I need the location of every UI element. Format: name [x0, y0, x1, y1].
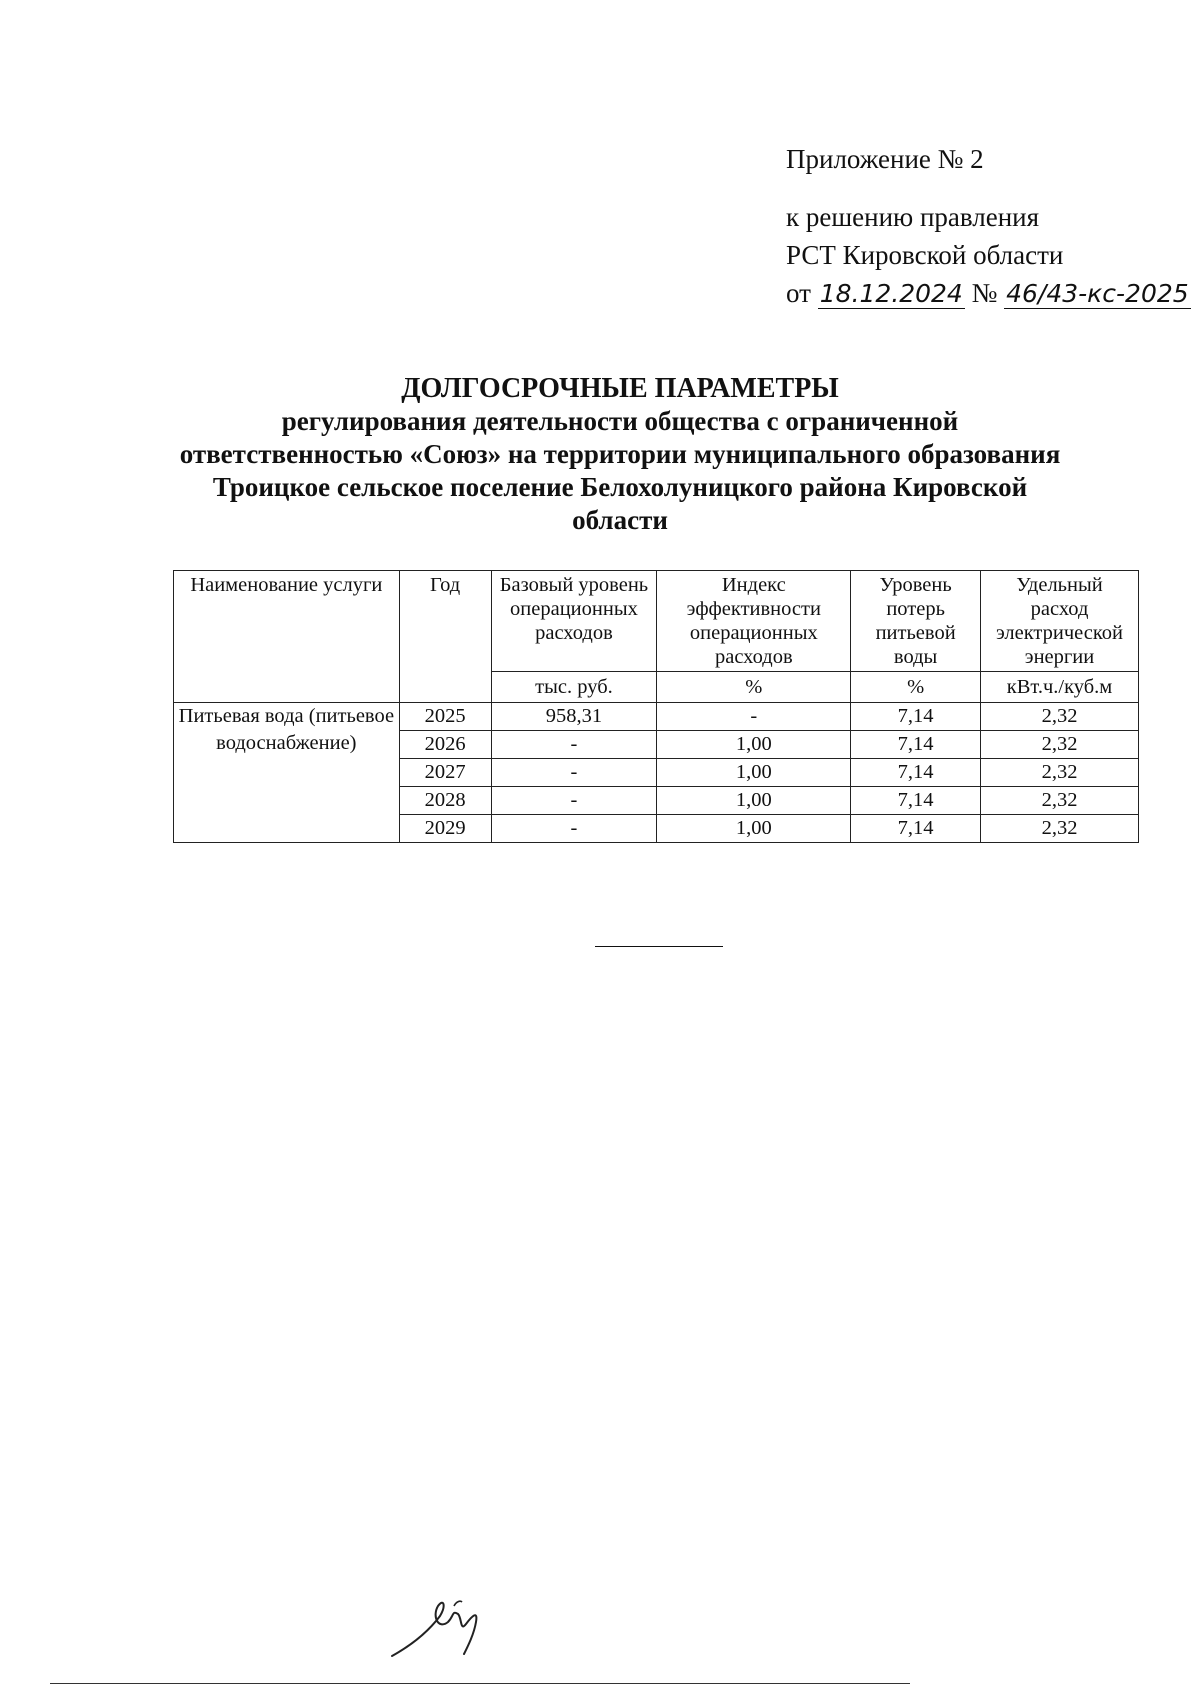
heading-line-3: Троицкое сельское поселение Белохолуницкого района Кировской — [212, 472, 1028, 502]
table-header-row — [174, 571, 1139, 672]
signature-mark — [388, 1592, 488, 1662]
annex-authority-line: РСТ Кировской области — [786, 240, 1064, 270]
row-loss: 7,14 — [851, 815, 981, 843]
annex-date-line — [786, 274, 1191, 312]
header-service: Наименование услуги — [174, 571, 400, 703]
row-year: 2028 — [399, 787, 491, 815]
row-year: 2025 — [399, 703, 491, 731]
row-base: - — [491, 815, 657, 843]
row-index: 1,00 — [657, 787, 851, 815]
row-energy: 2,32 — [981, 703, 1139, 731]
annex-block — [786, 140, 1191, 312]
heading-line-2: ответственностью «Союз» на территории муниципального образования — [179, 439, 1061, 469]
service-name: Питьевая вода (питьевое водоснабжение) — [174, 703, 400, 843]
unit-energy: кВт.ч./куб.м — [981, 672, 1139, 703]
row-base: 958,31 — [491, 703, 657, 731]
parameters-table — [173, 570, 1139, 843]
row-energy: 2,32 — [981, 815, 1139, 843]
row-year: 2027 — [399, 759, 491, 787]
row-index: - — [657, 703, 851, 731]
row-index: 1,00 — [657, 759, 851, 787]
row-base: - — [491, 731, 657, 759]
row-index: 1,00 — [657, 731, 851, 759]
row-year: 2026 — [399, 731, 491, 759]
row-energy: 2,32 — [981, 787, 1139, 815]
unit-base: тыс. руб. — [491, 672, 657, 703]
handwritten-number: 46/43-кс-2025 — [1006, 279, 1189, 308]
row-loss: 7,14 — [851, 703, 981, 731]
document-heading — [160, 372, 1080, 537]
header-loss-level: Уровень потерь питьевой воды — [851, 571, 981, 672]
handwritten-date: 18.12.2024 — [819, 279, 963, 308]
header-year: Год — [399, 571, 491, 703]
row-base: - — [491, 759, 657, 787]
number-prefix: № — [971, 278, 998, 308]
row-loss: 7,14 — [851, 787, 981, 815]
unit-index: % — [657, 672, 851, 703]
annex-decision-line: к решению правления — [786, 202, 1040, 232]
row-energy: 2,32 — [981, 759, 1139, 787]
row-index: 1,00 — [657, 815, 851, 843]
row-base: - — [491, 787, 657, 815]
date-prefix: от — [786, 278, 811, 308]
row-year: 2029 — [399, 815, 491, 843]
row-energy: 2,32 — [981, 731, 1139, 759]
end-rule — [595, 946, 723, 947]
heading-line-4: области — [572, 505, 668, 535]
unit-loss: % — [851, 672, 981, 703]
page-bottom-line — [50, 1683, 910, 1684]
heading-main: ДОЛГОСРОЧНЫЕ ПАРАМЕТРЫ — [401, 373, 839, 404]
header-efficiency-index: Индекс эффективности операционных расходов — [657, 571, 851, 672]
annex-title: Приложение № 2 — [786, 144, 984, 174]
row-loss: 7,14 — [851, 759, 981, 787]
header-energy-consumption: Удельный расход электрической энергии — [981, 571, 1139, 672]
table-row — [174, 703, 1139, 731]
heading-line-1: регулирования деятельности общества с ограниченной — [281, 406, 959, 436]
header-base-level: Базовый уровень операционных расходов — [491, 571, 657, 672]
row-loss: 7,14 — [851, 731, 981, 759]
